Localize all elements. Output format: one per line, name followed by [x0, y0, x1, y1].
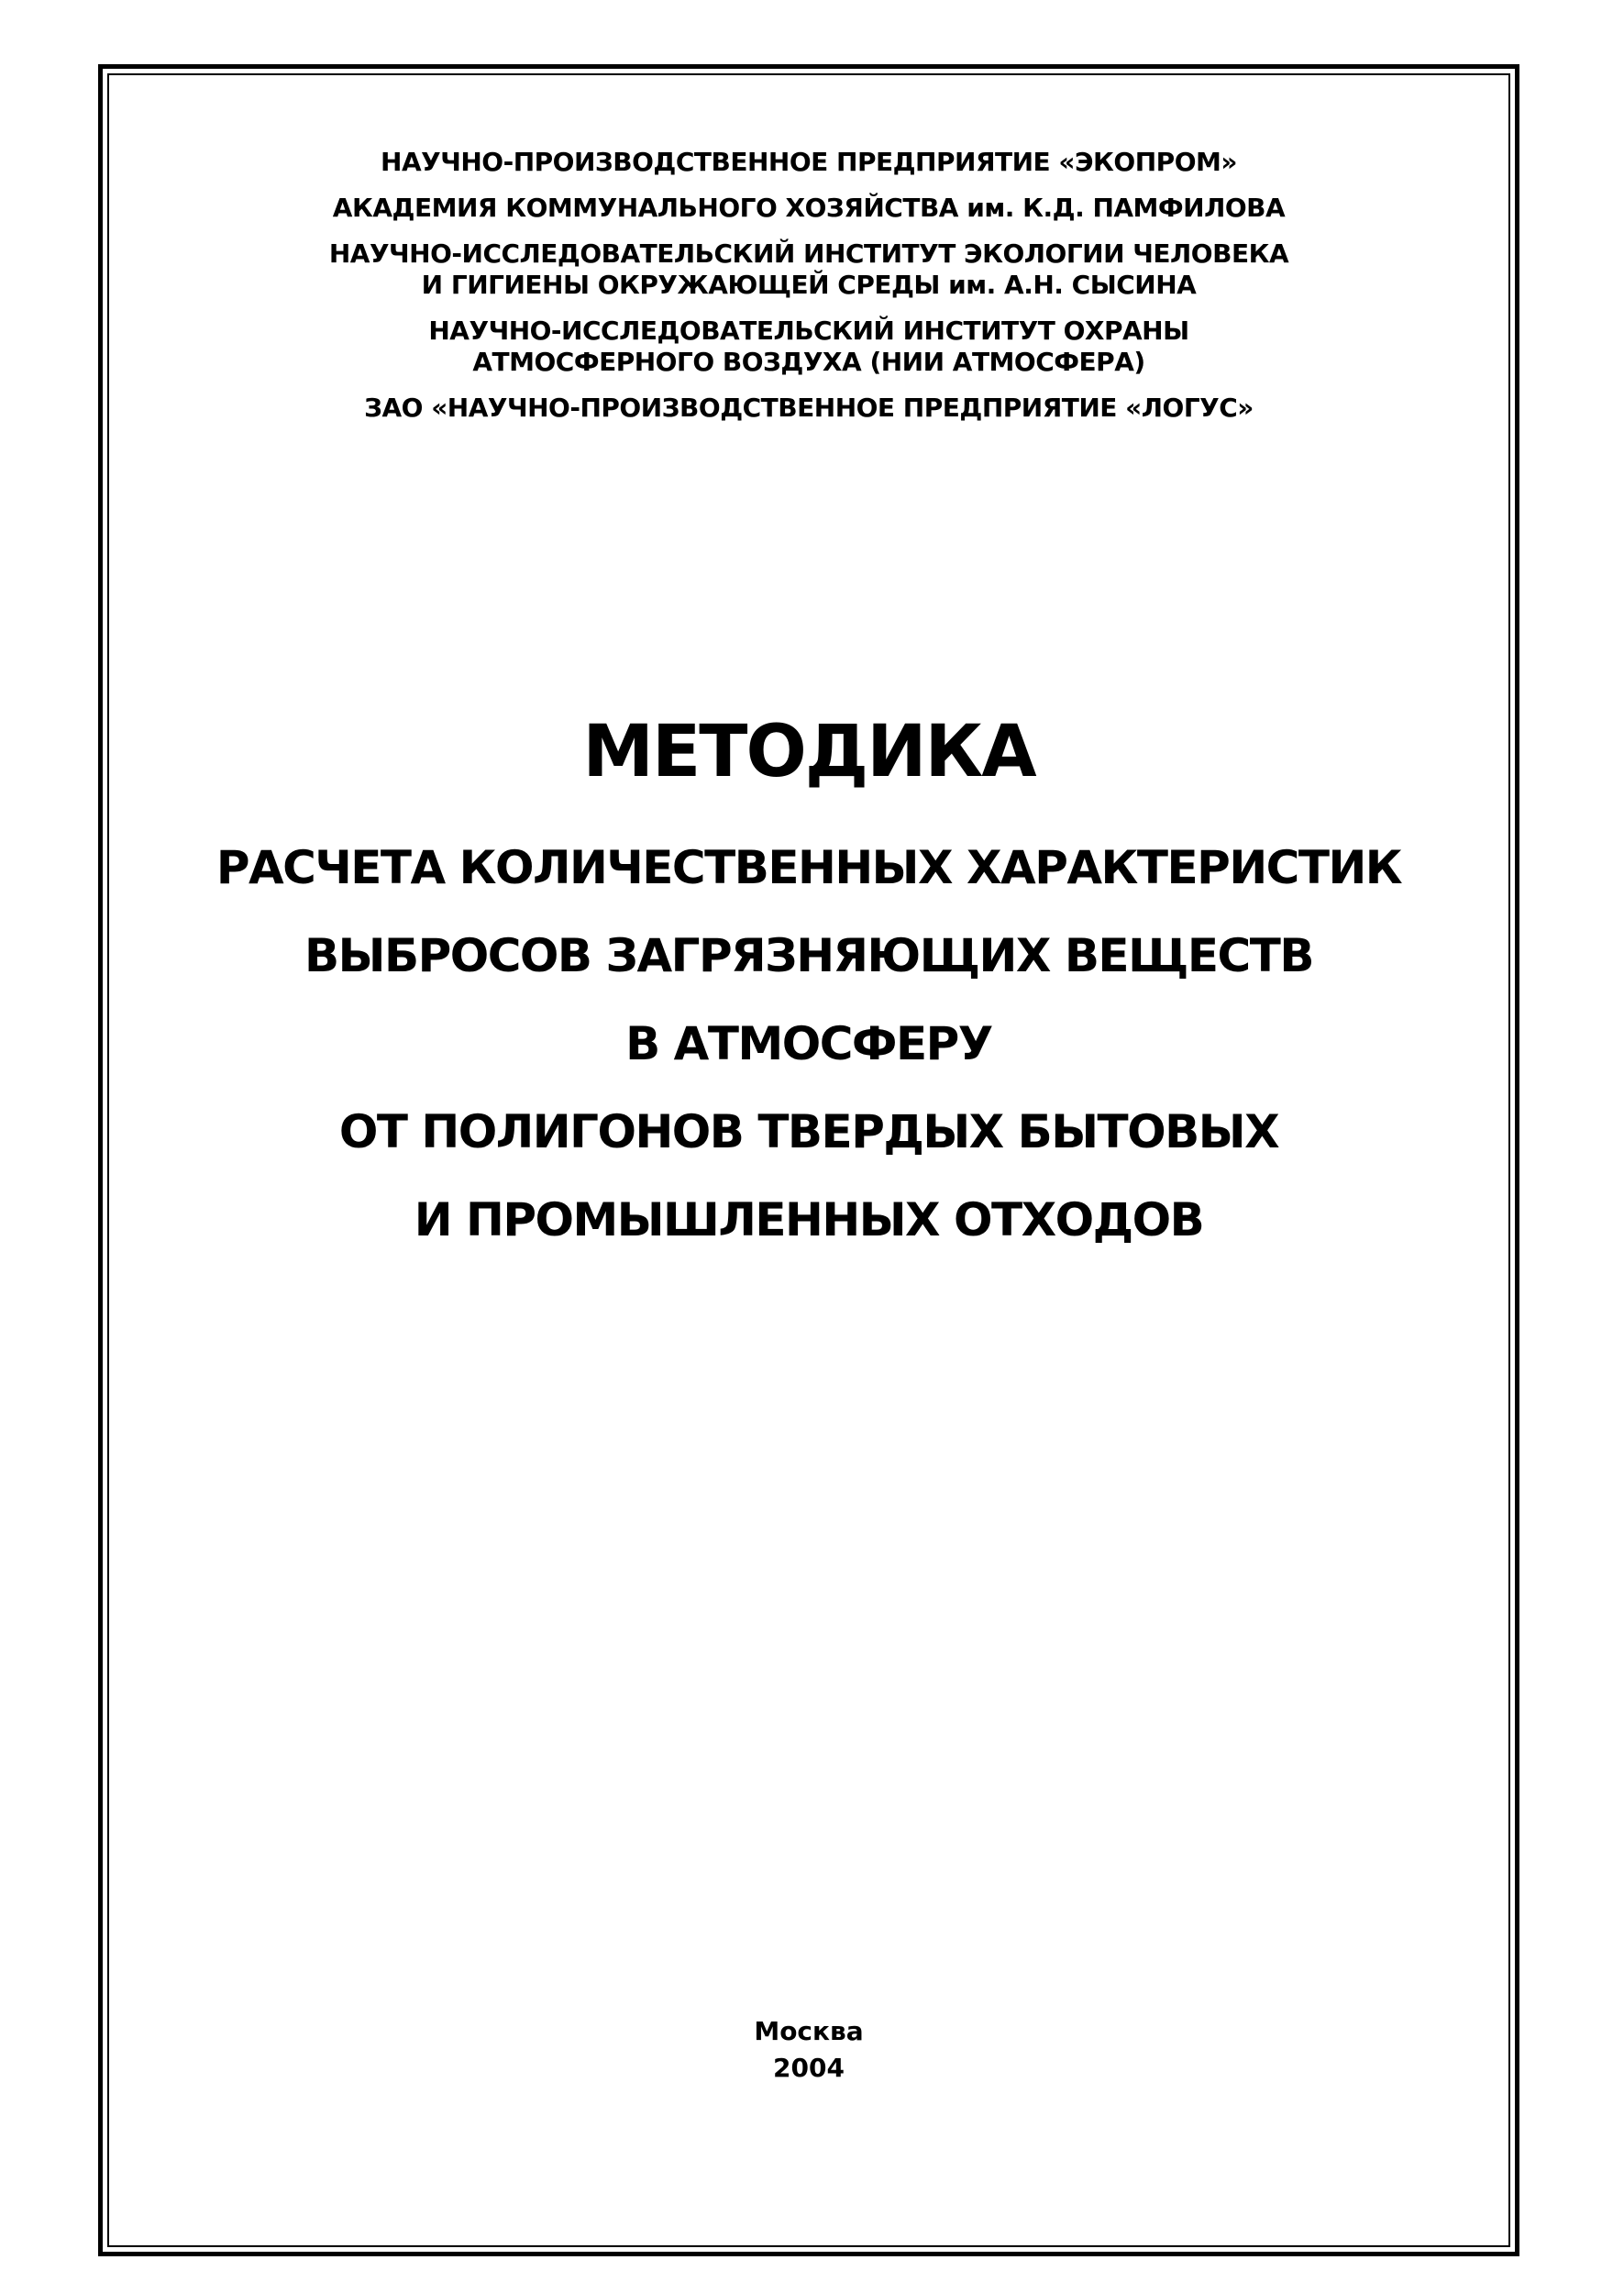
organization-nii-ecology-sysina [107, 238, 1510, 301]
document-title: МЕТОДИКА [582, 711, 1035, 793]
organization-line: НАУЧНО-ПРОИЗВОДСТВЕННОЕ ПРЕДПРИЯТИЕ «ЭКОПРОМ» [381, 147, 1237, 177]
organization-line: АТМОСФЕРНОГО ВОЗДУХА (НИИ АТМОСФЕРА) [472, 347, 1145, 377]
subtitle-line: РАСЧЕТА КОЛИЧЕСТВЕННЫХ ХАРАКТЕРИСТИК [215, 841, 1402, 894]
organization-line: НАУЧНО-ИССЛЕДОВАТЕЛЬСКИЙ ИНСТИТУТ ЭКОЛОГИИ ЧЕЛОВЕКА [328, 238, 1289, 269]
organization-ekoprom [107, 147, 1510, 178]
organization-line: ЗАО «НАУЧНО-ПРОИЗВОДСТВЕННОЕ ПРЕДПРИЯТИЕ «ЛОГУС» [364, 393, 1254, 423]
organization-line: НАУЧНО-ИССЛЕДОВАТЕЛЬСКИЙ ИНСТИТУТ ОХРАНЫ [428, 316, 1189, 346]
imprint-year: 2004 [773, 2053, 845, 2083]
subtitle-line: ОТ ПОЛИГОНОВ ТВЕРДЫХ БЫТОВЫХ [338, 1105, 1279, 1158]
subtitle-line: В АТМОСФЕРУ [625, 1017, 992, 1070]
organization-line: АКАДЕМИЯ КОММУНАЛЬНОГО ХОЗЯЙСТВА им. К.Д. ПАМФИЛОВА [332, 193, 1286, 223]
imprint-city: Москва [754, 2016, 864, 2046]
organizations-block [107, 147, 1510, 438]
organization-nii-atmosfera [107, 316, 1510, 378]
subtitle-line: ВЫБРОСОВ ЗАГРЯЗНЯЮЩИХ ВЕЩЕСТВ [304, 929, 1313, 982]
subtitle-line: И ПРОМЫШЛЕННЫХ ОТХОДОВ [414, 1193, 1204, 1246]
organization-logus [107, 393, 1510, 424]
document-title-block [107, 706, 1510, 1264]
organization-line: И ГИГИЕНЫ ОКРУЖАЮЩЕЙ СРЕДЫ им. А.Н. СЫСИНА [421, 270, 1197, 300]
imprint-block [107, 2013, 1510, 2087]
organization-akh-pamfilova [107, 193, 1510, 224]
document-subtitle [107, 824, 1510, 1264]
